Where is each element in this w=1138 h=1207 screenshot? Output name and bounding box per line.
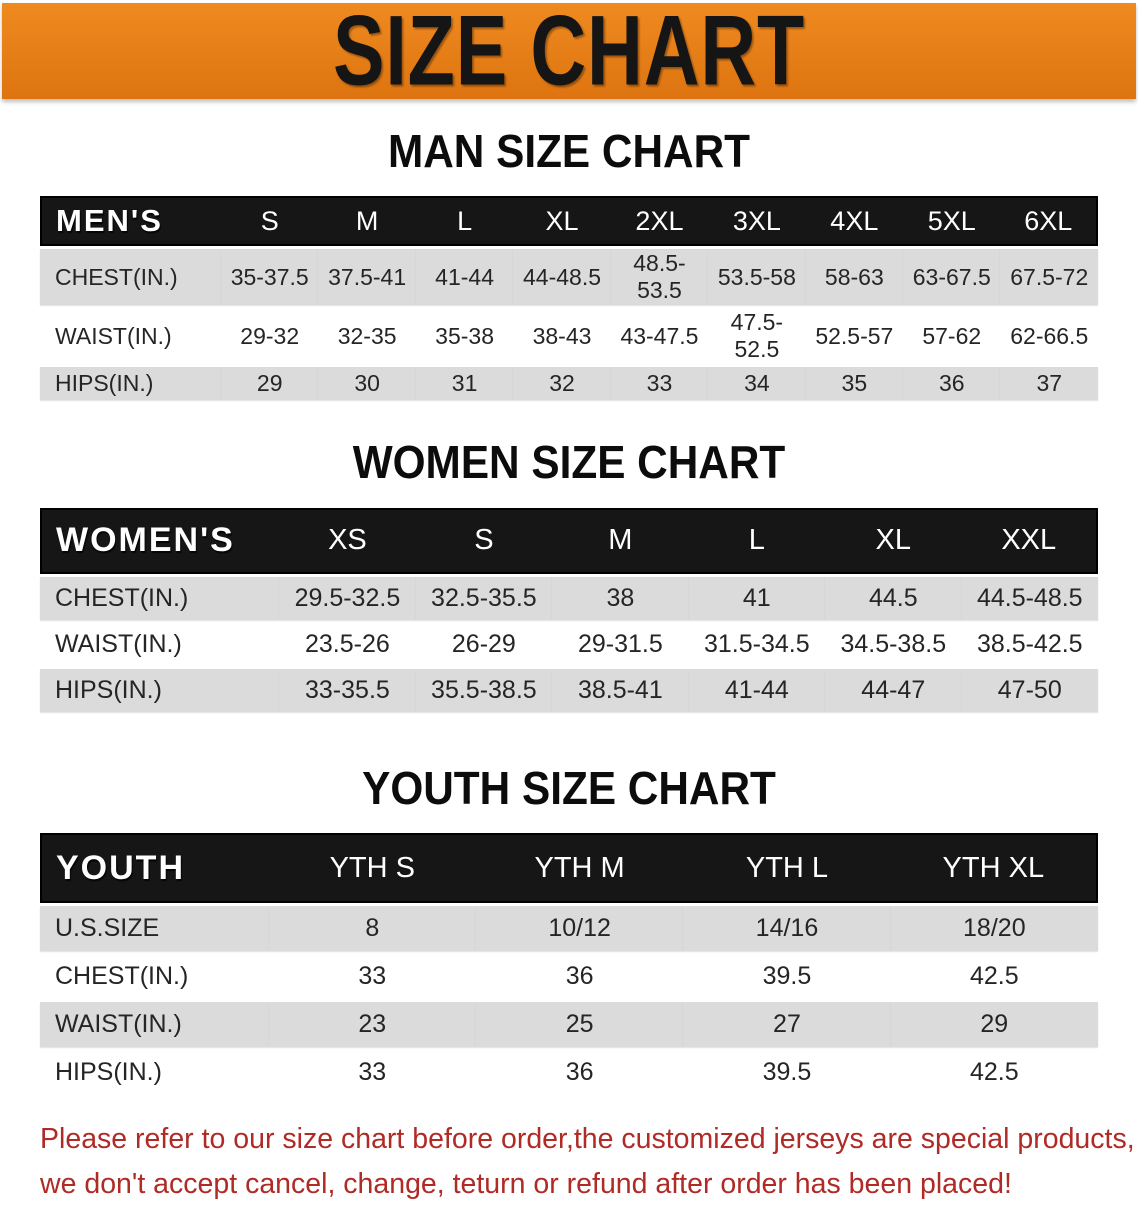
value-cell: 47-50 [962,669,1098,712]
value-cell: 52.5-57 [806,308,903,364]
women-size-col: XL [825,508,961,574]
men-section [0,125,1138,403]
youth-chest-row [40,954,1098,999]
value-cell: 43-47.5 [611,308,708,364]
value-cell: 31 [416,367,513,400]
value-cell: 67.5-72 [1000,249,1098,305]
value-cell: 31.5-34.5 [689,623,825,666]
value-cell: 44.5 [825,577,961,620]
men-size-col: 4XL [806,196,903,246]
value-cell: 29-31.5 [552,623,688,666]
disclaimer-note [40,1117,1138,1207]
value-cell: 23 [269,1002,476,1047]
youth-size-table [40,830,1098,1098]
men-size-table [40,193,1098,403]
men-size-col: 2XL [611,196,708,246]
banner-title: SIZE CHART [332,0,806,107]
women-section-heading: WOMEN SIZE CHART [352,436,786,489]
value-cell: 33 [269,954,476,999]
banner [2,0,1136,107]
value-cell: 14/16 [683,906,890,951]
value-cell: 37 [1000,367,1098,400]
row-label: HIPS(IN.) [40,367,221,400]
value-cell: 57-62 [903,308,1000,364]
value-cell: 42.5 [891,1050,1098,1095]
women-header-row [40,508,1098,574]
women-size-table [40,505,1098,715]
value-cell: 35 [806,367,903,400]
value-cell: 29 [891,1002,1098,1047]
value-cell: 23.5-26 [279,623,415,666]
men-size-col: M [318,196,415,246]
row-label: U.S.SIZE [40,906,269,951]
youth-section [0,762,1138,1098]
value-cell: 35-38 [416,308,513,364]
value-cell: 32 [513,367,610,400]
youth-table-label: YOUTH [40,833,269,903]
women-size-col: L [689,508,825,574]
disclaimer-line-1: Please refer to our size chart before order,the customized jerseys are special products, [40,1123,1135,1156]
men-waist-row [40,308,1098,364]
value-cell: 41-44 [689,669,825,712]
row-label: CHEST(IN.) [40,577,279,620]
youth-size-col: YTH XL [891,833,1098,903]
value-cell: 33 [611,367,708,400]
value-cell: 58-63 [806,249,903,305]
youth-waist-row [40,1002,1098,1047]
men-header-row [40,196,1098,246]
value-cell: 35.5-38.5 [416,669,552,712]
value-cell: 63-67.5 [903,249,1000,305]
value-cell: 37.5-41 [318,249,415,305]
value-cell: 44.5-48.5 [962,577,1098,620]
value-cell: 18/20 [891,906,1098,951]
value-cell: 62-66.5 [1000,308,1098,364]
value-cell: 36 [903,367,1000,400]
value-cell: 39.5 [683,1050,890,1095]
women-hips-row [40,669,1098,712]
value-cell: 48.5-53.5 [611,249,708,305]
value-cell: 34 [708,367,805,400]
value-cell: 38.5-42.5 [962,623,1098,666]
men-section-heading: MAN SIZE CHART [387,125,751,177]
value-cell: 39.5 [683,954,890,999]
women-size-col: XXL [962,508,1098,574]
youth-section-heading: YOUTH SIZE CHART [362,761,776,814]
women-size-col: S [416,508,552,574]
row-label: HIPS(IN.) [40,669,279,712]
men-size-col: 6XL [1000,196,1098,246]
value-cell: 41 [689,577,825,620]
women-size-col: M [552,508,688,574]
value-cell: 47.5-52.5 [708,308,805,364]
value-cell: 44-48.5 [513,249,610,305]
value-cell: 27 [683,1002,890,1047]
value-cell: 34.5-38.5 [825,623,961,666]
value-cell: 32-35 [318,308,415,364]
youth-size-col: YTH S [269,833,476,903]
men-size-col: L [416,196,513,246]
youth-header-row [40,833,1098,903]
value-cell: 29 [221,367,318,400]
value-cell: 10/12 [476,906,683,951]
row-label: WAIST(IN.) [40,623,279,666]
women-chest-row [40,577,1098,620]
women-waist-row [40,623,1098,666]
men-hips-row [40,367,1098,400]
value-cell: 44-47 [825,669,961,712]
youth-ussize-row [40,906,1098,951]
value-cell: 29.5-32.5 [279,577,415,620]
youth-hips-row [40,1050,1098,1095]
row-label: CHEST(IN.) [40,249,221,305]
value-cell: 42.5 [891,954,1098,999]
disclaimer-line-2: we don't accept cancel, change, teturn or refund after order has been placed! [40,1168,1012,1201]
youth-size-col: YTH L [683,833,890,903]
row-label: WAIST(IN.) [40,308,221,364]
row-label: HIPS(IN.) [40,1050,269,1095]
value-cell: 33-35.5 [279,669,415,712]
value-cell: 38.5-41 [552,669,688,712]
men-table-label: MEN'S [40,196,221,246]
value-cell: 30 [318,367,415,400]
value-cell: 36 [476,1050,683,1095]
value-cell: 36 [476,954,683,999]
row-label: CHEST(IN.) [40,954,269,999]
men-chest-row [40,249,1098,305]
value-cell: 32.5-35.5 [416,577,552,620]
men-size-col: XL [513,196,610,246]
value-cell: 38 [552,577,688,620]
youth-size-col: YTH M [476,833,683,903]
women-size-col: XS [279,508,415,574]
value-cell: 25 [476,1002,683,1047]
value-cell: 29-32 [221,308,318,364]
value-cell: 41-44 [416,249,513,305]
value-cell: 8 [269,906,476,951]
men-size-col: 3XL [708,196,805,246]
row-label: WAIST(IN.) [40,1002,269,1047]
men-size-col: S [221,196,318,246]
value-cell: 35-37.5 [221,249,318,305]
value-cell: 26-29 [416,623,552,666]
value-cell: 53.5-58 [708,249,805,305]
value-cell: 33 [269,1050,476,1095]
value-cell: 38-43 [513,308,610,364]
men-size-col: 5XL [903,196,1000,246]
women-section [0,436,1138,714]
women-table-label: WOMEN'S [40,508,279,574]
